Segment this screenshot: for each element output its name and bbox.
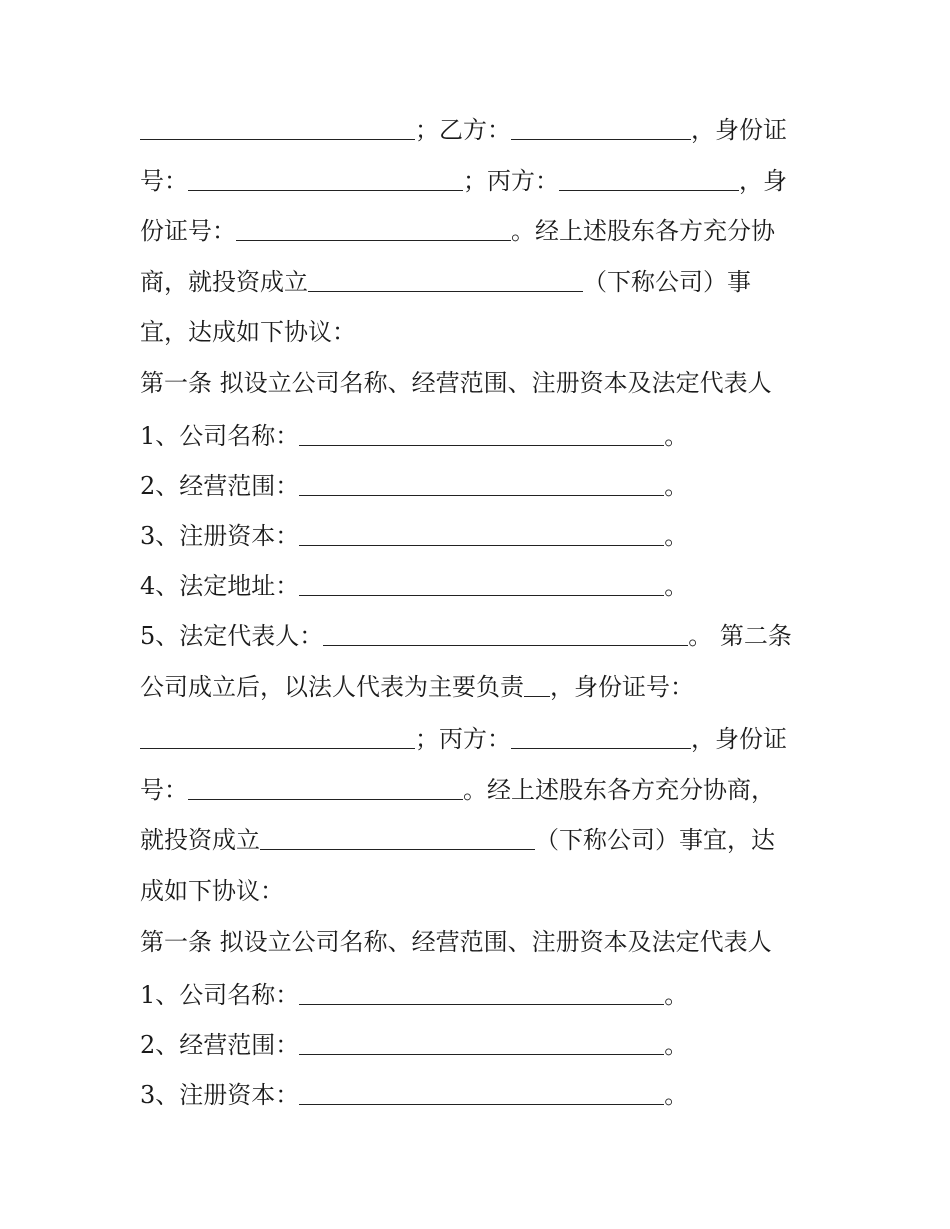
- text: 3、注册资本：: [140, 1081, 300, 1109]
- text: 份证号：: [140, 217, 236, 245]
- text: ，身: [739, 167, 787, 195]
- text-line: [140, 670, 830, 704]
- text-line: [140, 1028, 830, 1062]
- fill-blank: [299, 421, 664, 446]
- text: 5、法定代表人：: [140, 622, 324, 650]
- text: ，身份证: [691, 116, 787, 144]
- text-line: [140, 419, 830, 453]
- text: 商，就投资成立: [140, 268, 308, 296]
- text-line: [140, 978, 830, 1012]
- fill-blank: [299, 521, 664, 546]
- fill-blank: [299, 471, 664, 496]
- article-heading: 第一条 拟设立公司名称、经营范围、注册资本及法定代表人: [140, 369, 772, 397]
- text: 3、注册资本：: [140, 522, 300, 550]
- text: 2、经营范围：: [140, 472, 300, 500]
- fill-blank: [308, 267, 583, 292]
- text: 。: [664, 522, 689, 550]
- text: 。: [664, 1031, 689, 1059]
- text: 1、公司名称：: [140, 981, 300, 1009]
- text: ，身份证号：: [550, 673, 694, 701]
- text: 。经上述股东各方充分协: [511, 217, 775, 245]
- text-line: [140, 469, 830, 503]
- text-line: [140, 113, 830, 147]
- text-line: [140, 519, 830, 553]
- text-line: [140, 164, 830, 198]
- text: （下称公司）事: [583, 268, 751, 296]
- fill-blank: [236, 216, 511, 241]
- text: （下称公司）事宜，达: [535, 826, 775, 854]
- fill-blank: [140, 115, 415, 140]
- text: 。: [664, 981, 689, 1009]
- text-line: [140, 823, 830, 857]
- text: ；丙方：: [463, 167, 559, 195]
- fill-blank: [188, 775, 463, 800]
- text-line: [140, 569, 830, 603]
- text: ；丙方：: [415, 725, 511, 753]
- text-line: 成如下协议：: [140, 877, 284, 905]
- text: 4、法定地址：: [140, 572, 300, 600]
- fill-blank: [299, 980, 664, 1005]
- fill-blank: [299, 1080, 664, 1105]
- text: 。: [664, 422, 689, 450]
- text-line: [140, 265, 830, 299]
- text: 。经上述股东各方充分协商，: [463, 776, 775, 804]
- text: 号：: [140, 776, 188, 804]
- text: ，身份证: [691, 725, 787, 753]
- fill-blank: [188, 166, 463, 191]
- fill-blank: [140, 724, 415, 749]
- text: 。 第二条: [688, 622, 792, 650]
- fill-blank: [299, 571, 664, 596]
- fill-blank: [260, 825, 535, 850]
- fill-blank: [524, 672, 550, 697]
- text-line: [140, 1078, 830, 1112]
- text-line: 宜，达成如下协议：: [140, 318, 356, 346]
- text: ；乙方：: [415, 116, 511, 144]
- text-line: [140, 619, 830, 653]
- fill-blank: [323, 621, 688, 646]
- text-line: [140, 773, 830, 807]
- text: 就投资成立: [140, 826, 260, 854]
- fill-blank: [511, 724, 691, 749]
- text: 号：: [140, 167, 188, 195]
- article-heading: 第一条 拟设立公司名称、经营范围、注册资本及法定代表人: [140, 928, 772, 956]
- text: 。: [664, 472, 689, 500]
- text: 2、经营范围：: [140, 1031, 300, 1059]
- text: 。: [664, 572, 689, 600]
- text: 1、公司名称：: [140, 422, 300, 450]
- fill-blank: [511, 115, 691, 140]
- text-line: [140, 722, 830, 756]
- fill-blank: [299, 1030, 664, 1055]
- text: 。: [664, 1081, 689, 1109]
- fill-blank: [559, 166, 739, 191]
- text: 公司成立后，以法人代表为主要负责: [140, 673, 524, 701]
- text-line: [140, 214, 830, 248]
